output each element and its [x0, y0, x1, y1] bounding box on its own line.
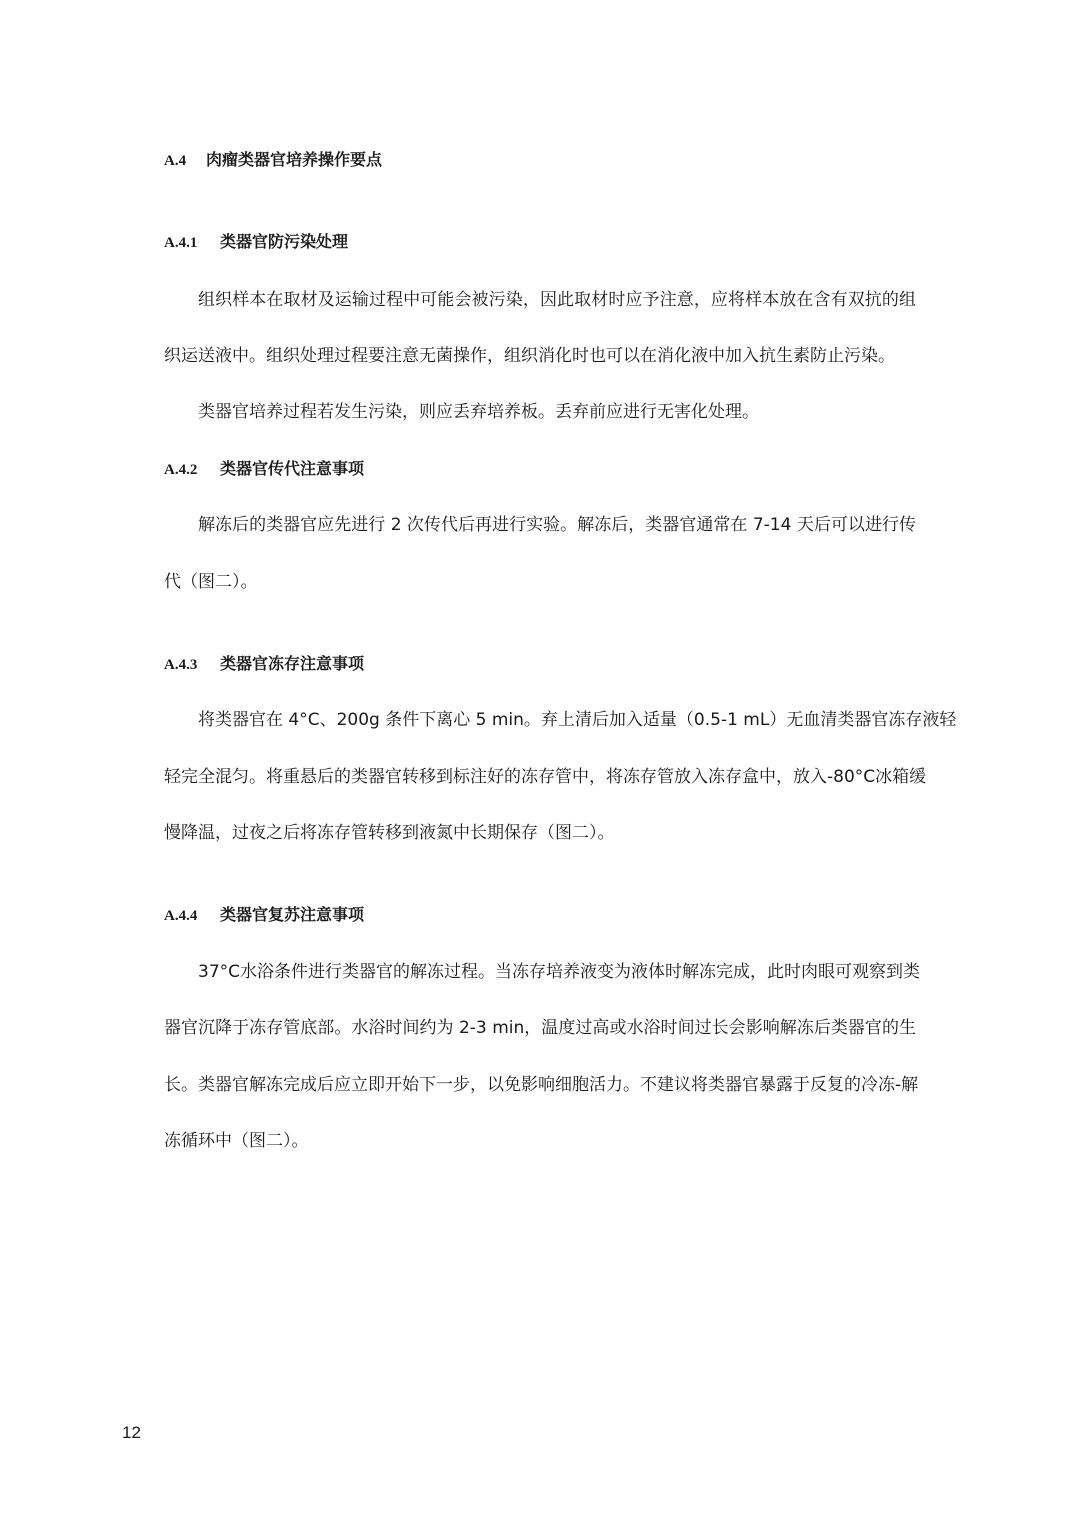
subsection-title: 类器官传代注意事项 — [220, 459, 365, 478]
paragraph-line: 37°C水浴条件进行类器官的解冻过程。当冻存培养液变为液体时解冻完成，此时肉眼可观察到类 — [198, 962, 921, 982]
subsection-title: 类器官复苏注意事项 — [220, 905, 365, 924]
paragraph-line: 将类器官在 4°C、200g 条件下离心 5 min。弃上清后加入适量（0.5-1 mL）无血清类器官冻存液轻 — [198, 710, 957, 730]
paragraph-line: 长。类器官解冻完成后应立即开始下一步，以免影响细胞活力。不建议将类器官暴露于反复的冷冻-解 — [164, 1075, 919, 1095]
paragraph-line: 代（图二）。 — [164, 572, 258, 592]
paragraph-line: 组织样本在取材及运输过程中可能会被污染，因此取材时应予注意，应将样本放在含有双抗的组 — [198, 290, 916, 310]
subsection-title: 类器官防污染处理 — [220, 232, 349, 251]
subsection-heading — [164, 904, 364, 927]
subsection-heading — [164, 231, 348, 254]
paragraph-line: 轻完全混匀。将重悬后的类器官转移到标注好的冻存管中，将冻存管放入冻存盒中，放入-80°C冰箱缓 — [164, 767, 927, 787]
subsection-number: A.4.2 — [164, 462, 198, 478]
subsection-heading — [164, 653, 364, 676]
paragraph-line: 织运送液中。组织处理过程要注意无菌操作，组织消化时也可以在消化液中加入抗生素防止污染。 — [164, 346, 895, 366]
paragraph-line: 解冻后的类器官应先进行 2 次传代后再进行实验。解冻后，类器官通常在 7-14 天后可以进行传 — [198, 515, 916, 535]
page-number: 12 — [122, 1423, 141, 1442]
subsection-number: A.4.4 — [164, 908, 198, 924]
paragraph-line: 器官沉降于冻存管底部。水浴时间约为 2-3 min，温度过高或水浴时间过长会影响解冻后类器官的生 — [164, 1018, 916, 1038]
section-heading — [164, 149, 382, 172]
paragraph-line: 慢降温，过夜之后将冻存管转移到液氮中长期保存（图二）。 — [164, 823, 615, 843]
section-title: 肉瘤类器官培养操作要点 — [206, 150, 383, 169]
subsection-title: 类器官冻存注意事项 — [220, 654, 365, 673]
subsection-heading — [164, 458, 364, 481]
subsection-number: A.4.3 — [164, 657, 198, 673]
paragraph-line: 冻循环中（图二）。 — [164, 1131, 309, 1151]
subsection-number: A.4.1 — [164, 235, 198, 251]
section-number: A.4 — [164, 153, 187, 169]
paragraph-line: 类器官培养过程若发生污染，则应丢弃培养板。丢弃前应进行无害化处理。 — [198, 402, 759, 422]
